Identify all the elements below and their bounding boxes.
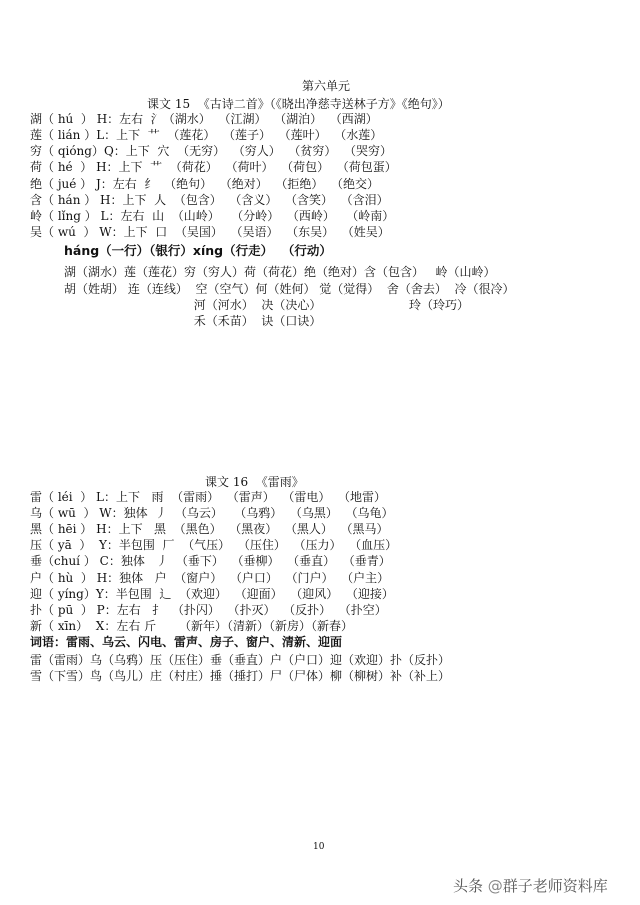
lesson15-compare-line: 河（河水） 决（决心） 玲（玲巧） [64,298,470,312]
watermark [453,875,608,896]
unit-title: 第六单元 [302,79,351,93]
lesson16-char-line: 乌（ wū ） W：独体 丿 （乌云） （乌鸦） （乌黑） （乌龟） [30,506,394,520]
watermark-separator: @ [487,877,503,895]
lesson16-char-line: 垂（chuí ） C：独体 丿 （垂下） （垂柳） （垂直） （垂青） [30,554,391,568]
lesson15-char-line: 含（ hán ） H：上下 人 （包含） （含义） （含笑） （含泪） [30,193,389,207]
lesson15-char-line: 绝（ jué ） J：左右 纟 （绝句） （绝对） （拒绝） （绝交） [30,177,379,191]
lesson16-char-line: 压（ yā ） Y：半包围 厂 （气压） （压住） （压力） （血压） [30,538,398,552]
lesson15-char-line: 湖（ hú ） H：左右 氵（湖水） （江湖） （湖泊） （西湖） [30,112,378,126]
lesson15-char-line: 吴（ wú ） W：上下 口 （吴国） （吴语） （东吴） （姓吴） [30,225,390,239]
page-number: 10 [313,842,325,852]
lesson16-char-line: 雷（ léi ） L：上下 雨 （雷雨） （雷声） （雷电） （地雷） [30,490,386,504]
lesson16-char-line: 黑（ hēi ） H：上下 黑 （黑色） （黑夜） （黑人） （黑马） [30,522,389,536]
lesson15-compare-line: 胡（姓胡） 连（连线） 空（空气）何（姓何） 觉（觉得） 舍（舍去） 冷（很冷） [64,282,515,296]
lesson15-char-line: 岭（ lǐng ） L：左右 山 （山岭） （分岭） （西岭） （岭南） [30,209,395,223]
lesson15-char-line: 穷（ qióng）Q：上下 穴 （无穷） （穷人） （贫穷） （哭穷） [30,144,392,158]
lesson16-char-line: 扑（ pū ） P：左右 扌 （扑闪） （扑灭） （反扑） （扑空） [30,603,387,617]
lesson15-char-line: 荷（ hé ） H：上下 艹 （荷花） （荷叶） （荷包） （荷包蛋） [30,160,397,174]
watermark-author: 群子老师资料库 [502,877,608,895]
lesson15-char-line: 莲（ lián ）L：上下 艹 （莲花） （莲子） （莲叶） （水莲） [30,128,383,142]
lesson16-char-line: 新（ xīn） X：左右 斤 （新年）（清新）（新房）（新春） [30,619,354,633]
lesson15-compare-line: 湖（湖水）莲（莲花）穷（穷人）荷（荷花）绝（绝对）含（包含） 岭（山岭） [64,265,496,279]
lesson16-words: 词语：雷雨、乌云、闪电、雷声、房子、窗户、清新、迎面 [30,635,343,649]
lesson15-compare-line: 禾（禾苗） 诀（口诀） [64,314,322,328]
lesson15-title: 课文 15 《古诗二首》（《晓出净慈寺送林子方》《绝句》） [147,97,450,111]
lesson16-title: 课文 16 《雷雨》 [205,475,304,489]
watermark-platform: 头条 [453,877,484,895]
lesson16-char-line: 迎（ yíng）Y：半包围 辶 （欢迎） （迎面） （迎风） （迎接） [30,587,394,601]
hang-line: háng（一行）（银行）xíng（行走） （行动） [64,243,332,258]
lesson16-compare-line: 雪（下雪）鸟（鸟儿）庄（村庄）捶（捶打）尸（尸体）柳（柳树）补（补上） [30,669,451,683]
lesson16-char-line: 户（ hù ） H：独体 户 （窗户） （户口） （门户） （户主） [30,571,390,585]
lesson16-compare-line: 雷（雷雨）乌（乌鸦）压（压住）垂（垂直）户（户口）迎（欢迎）扑（反扑） [30,653,451,667]
